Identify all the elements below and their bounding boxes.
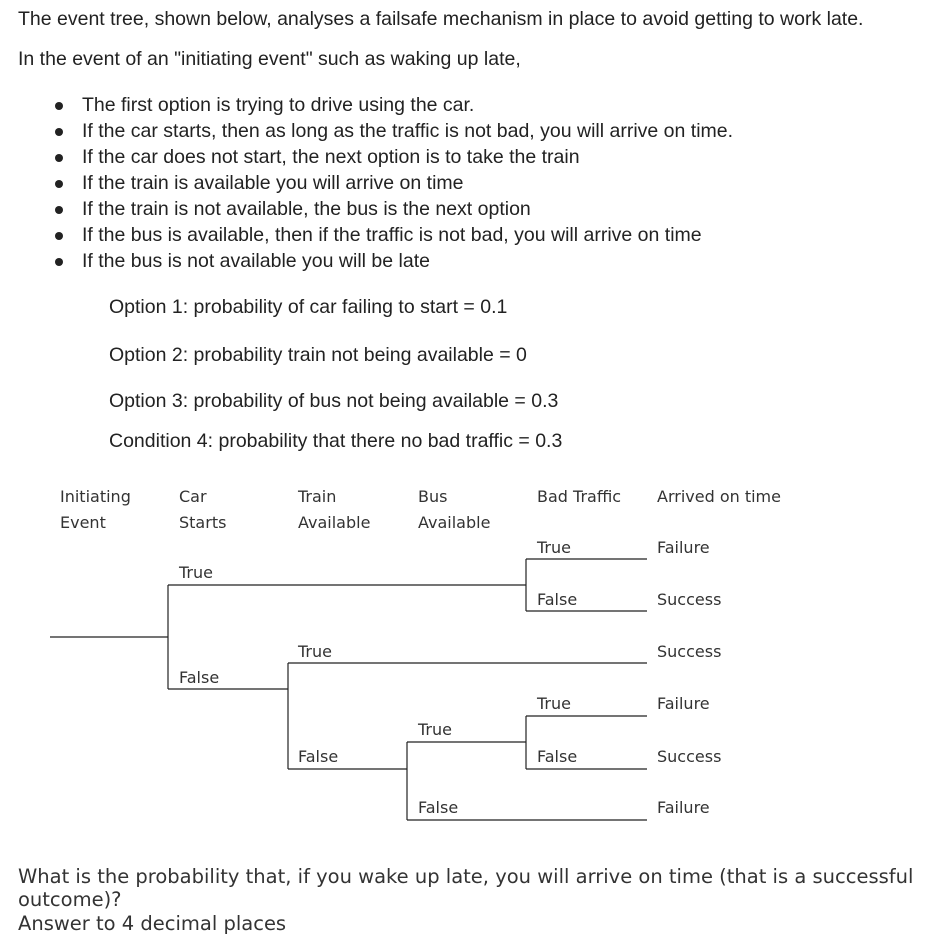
train-false-label: False xyxy=(298,747,339,766)
condition-4-text: Condition 4: probability that there no bad traffic = 0.3 xyxy=(109,430,563,452)
intro-text-2: In the event of an "initiating event" such as waking up late, xyxy=(18,48,521,70)
traffic2-true-label: True xyxy=(537,694,571,713)
bullet-item: If the bus is available, then if the traffic is not bad, you will arrive on time xyxy=(52,222,733,248)
bullet-item: The first option is trying to drive using the car. xyxy=(52,92,733,118)
traffic1-true-label: True xyxy=(537,538,571,557)
intro-text-1: The event tree, shown below, analyses a failsafe mechanism in place to avoid getting to work late. xyxy=(18,8,864,30)
bullet-item: If the train is not available, the bus is the next option xyxy=(52,196,733,222)
answer-instructions: Answer to 4 decimal places xyxy=(18,912,287,935)
car-true-label: True xyxy=(179,563,213,582)
bullet-item: If the bus is not available you will be late xyxy=(52,248,733,274)
header-car-line2: Starts xyxy=(179,513,227,532)
outcome-label: Failure xyxy=(657,798,710,817)
bus-true-label: True xyxy=(418,720,452,739)
bullet-item: If the car starts, then as long as the traffic is not bad, you will arrive on time. xyxy=(52,118,733,144)
traffic1-false-label: False xyxy=(537,590,578,609)
header-train-line1: Train xyxy=(298,487,337,506)
header-bus-line2: Available xyxy=(418,513,491,532)
outcome-label: Success xyxy=(657,642,722,661)
outcome-label: Success xyxy=(657,747,722,766)
traffic2-false-label: False xyxy=(537,747,578,766)
header-traffic: Bad Traffic xyxy=(537,487,622,506)
header-train-line2: Available xyxy=(298,513,371,532)
outcome-label: Failure xyxy=(657,694,710,713)
event-tree-diagram xyxy=(0,470,930,830)
header-car-line1: Car xyxy=(179,487,207,506)
outcome-label: Success xyxy=(657,590,722,609)
option-3-text: Option 3: probability of bus not being available = 0.3 xyxy=(109,390,559,412)
bullet-list xyxy=(52,92,733,274)
outcome-label: Failure xyxy=(657,538,710,557)
bullet-item: If the car does not start, the next option is to take the train xyxy=(52,144,733,170)
bullet-item: If the train is available you will arrive on time xyxy=(52,170,733,196)
car-false-label: False xyxy=(179,668,220,687)
header-arrived: Arrived on time xyxy=(657,487,781,506)
question-text: What is the probability that, if you wake up late, you will arrive on time (that is a successful outcome)? xyxy=(18,865,914,911)
bus-false-label: False xyxy=(418,798,459,817)
header-bus-line1: Bus xyxy=(418,487,448,506)
option-2-text: Option 2: probability train not being available = 0 xyxy=(109,344,527,366)
train-true-label: True xyxy=(298,642,332,661)
option-1-text: Option 1: probability of car failing to start = 0.1 xyxy=(109,296,508,318)
header-initiating-line1: Initiating xyxy=(60,487,131,506)
header-initiating-line2: Event xyxy=(60,513,106,532)
